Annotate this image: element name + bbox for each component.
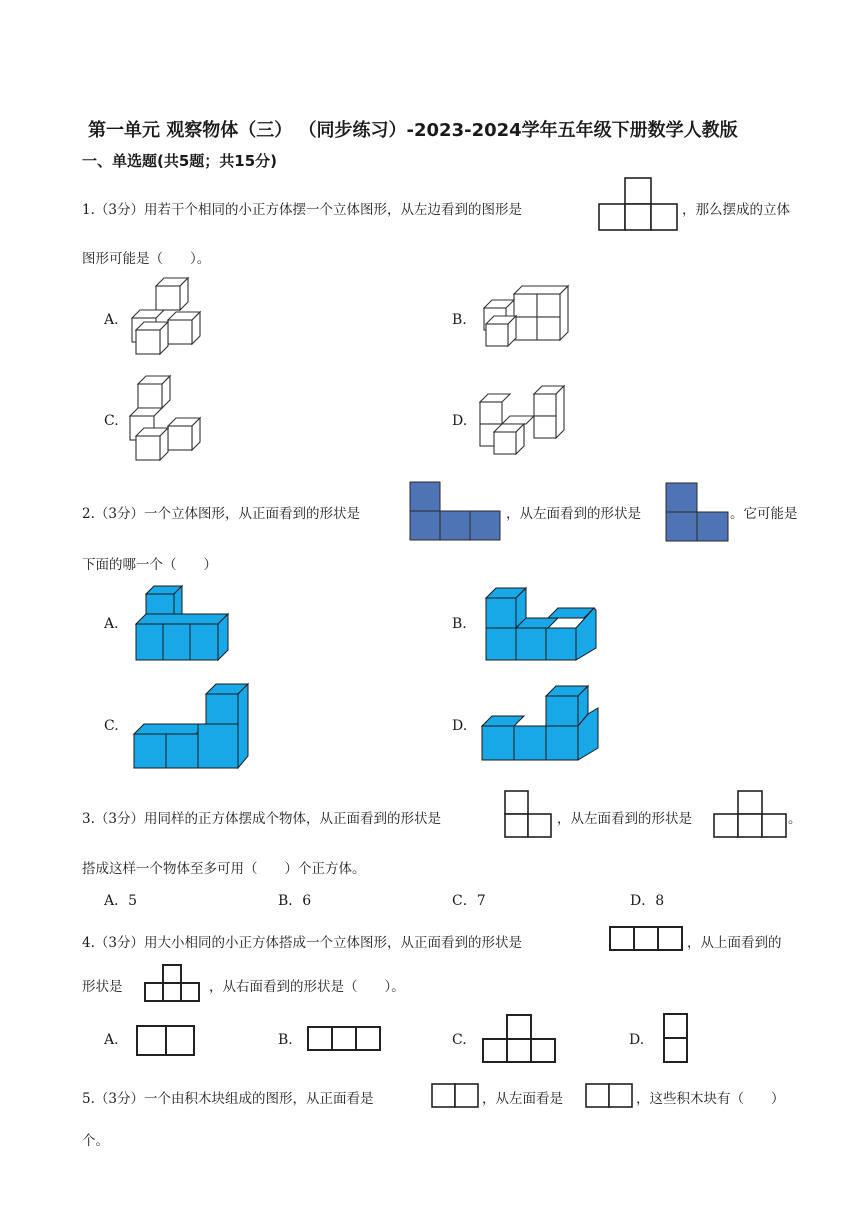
q4-top-view-figure bbox=[144, 964, 200, 1002]
q3-text-line2: 搭成这样一个物体至多可用（ ）个正方体。 bbox=[82, 861, 366, 877]
q3-left-view-figure bbox=[713, 790, 787, 838]
q4-option-b-label[interactable]: B. bbox=[278, 1032, 293, 1048]
q5-text-part1: 5.（3分）一个由积木块组成的图形，从正面看是 bbox=[82, 1091, 374, 1107]
page-title: 第一单元 观察物体（三） （同步练习）-2023-2024学年五年级下册数学人教版 bbox=[88, 120, 738, 141]
q4-text-part1: 4.（3分）用大小相同的小正方体搭成一个立体图形，从正面看到的形状是 bbox=[82, 935, 522, 951]
q2-option-c-label[interactable]: C. bbox=[104, 718, 119, 734]
q2-text-line2: 下面的哪一个（ ） bbox=[82, 557, 217, 573]
q4-option-a-figure[interactable] bbox=[136, 1025, 196, 1057]
q2-option-b-figure[interactable] bbox=[484, 588, 600, 662]
q4-text-part3: 形状是 bbox=[82, 979, 123, 995]
q5-text-line2: 个。 bbox=[82, 1133, 109, 1149]
q4-option-d-label[interactable]: D. bbox=[629, 1032, 645, 1048]
q2-text-part3: 。它可能是 bbox=[730, 506, 798, 522]
q1-option-d-figure[interactable] bbox=[478, 386, 570, 454]
q4-text-part2: ，从上面看到的 bbox=[687, 935, 782, 951]
q1-option-b-figure[interactable] bbox=[478, 286, 570, 350]
q2-option-a-label[interactable]: A. bbox=[104, 616, 119, 632]
q3-option-c[interactable]: C．7 bbox=[452, 893, 486, 909]
q2-option-c-figure[interactable] bbox=[134, 684, 250, 770]
q3-front-view-figure bbox=[504, 790, 554, 838]
q3-text-part1: 3.（3分）用同样的正方体摆成个物体，从正面看到的形状是 bbox=[82, 811, 441, 827]
q5-text-part3: ，这些积木块有（ ） bbox=[636, 1091, 785, 1107]
q4-option-d-figure[interactable] bbox=[663, 1013, 689, 1065]
q3-option-b[interactable]: B．6 bbox=[278, 893, 312, 909]
q1-text-part1: 1.（3分）用若干个相同的小正方体摆一个立体图形，从左边看到的图形是 bbox=[82, 202, 522, 218]
q2-text-part2: ，从左面看到的形状是 bbox=[506, 506, 641, 522]
section-heading: 一、单选题(共5题；共15分) bbox=[82, 152, 278, 170]
q4-option-c-figure[interactable] bbox=[482, 1014, 556, 1064]
q2-option-b-label[interactable]: B. bbox=[452, 616, 467, 632]
q4-front-view-figure bbox=[609, 926, 683, 952]
q3-option-d[interactable]: D．8 bbox=[630, 893, 665, 909]
q2-option-d-figure[interactable] bbox=[482, 686, 600, 762]
q3-text-part3: 。 bbox=[788, 811, 802, 827]
q2-left-view-figure bbox=[665, 482, 729, 542]
q2-option-d-label[interactable]: D. bbox=[452, 718, 468, 734]
q1-option-a-figure[interactable] bbox=[128, 278, 208, 360]
q1-option-c-label[interactable]: C. bbox=[104, 413, 119, 429]
q1-text-line2: 图形可能是（ ）。 bbox=[82, 251, 211, 267]
q1-option-b-label[interactable]: B. bbox=[452, 312, 467, 328]
q5-left-view-figure bbox=[585, 1083, 633, 1109]
q5-text-part2: ，从左面看是 bbox=[482, 1091, 563, 1107]
q2-text-part1: 2.（3分）一个立体图形，从正面看到的形状是 bbox=[82, 506, 360, 522]
q1-option-c-figure[interactable] bbox=[128, 374, 210, 468]
q1-option-d-label[interactable]: D. bbox=[452, 413, 468, 429]
q4-option-b-figure[interactable] bbox=[307, 1026, 381, 1052]
q4-option-c-label[interactable]: C. bbox=[452, 1032, 467, 1048]
q2-option-a-figure[interactable] bbox=[136, 586, 230, 662]
q3-option-a[interactable]: A．5 bbox=[104, 893, 138, 909]
q1-text-part2: ，那么摆成的立体 bbox=[682, 202, 790, 218]
q4-text-part4: ，从右面看到的形状是（ ）。 bbox=[209, 979, 405, 995]
q2-front-view-figure bbox=[409, 481, 503, 541]
q3-text-part2: ，从左面看到的形状是 bbox=[557, 811, 692, 827]
q5-front-view-figure bbox=[431, 1083, 479, 1109]
q4-option-a-label[interactable]: A. bbox=[104, 1032, 119, 1048]
q1-left-view-figure bbox=[598, 177, 680, 231]
q1-option-a-label[interactable]: A. bbox=[104, 312, 119, 328]
